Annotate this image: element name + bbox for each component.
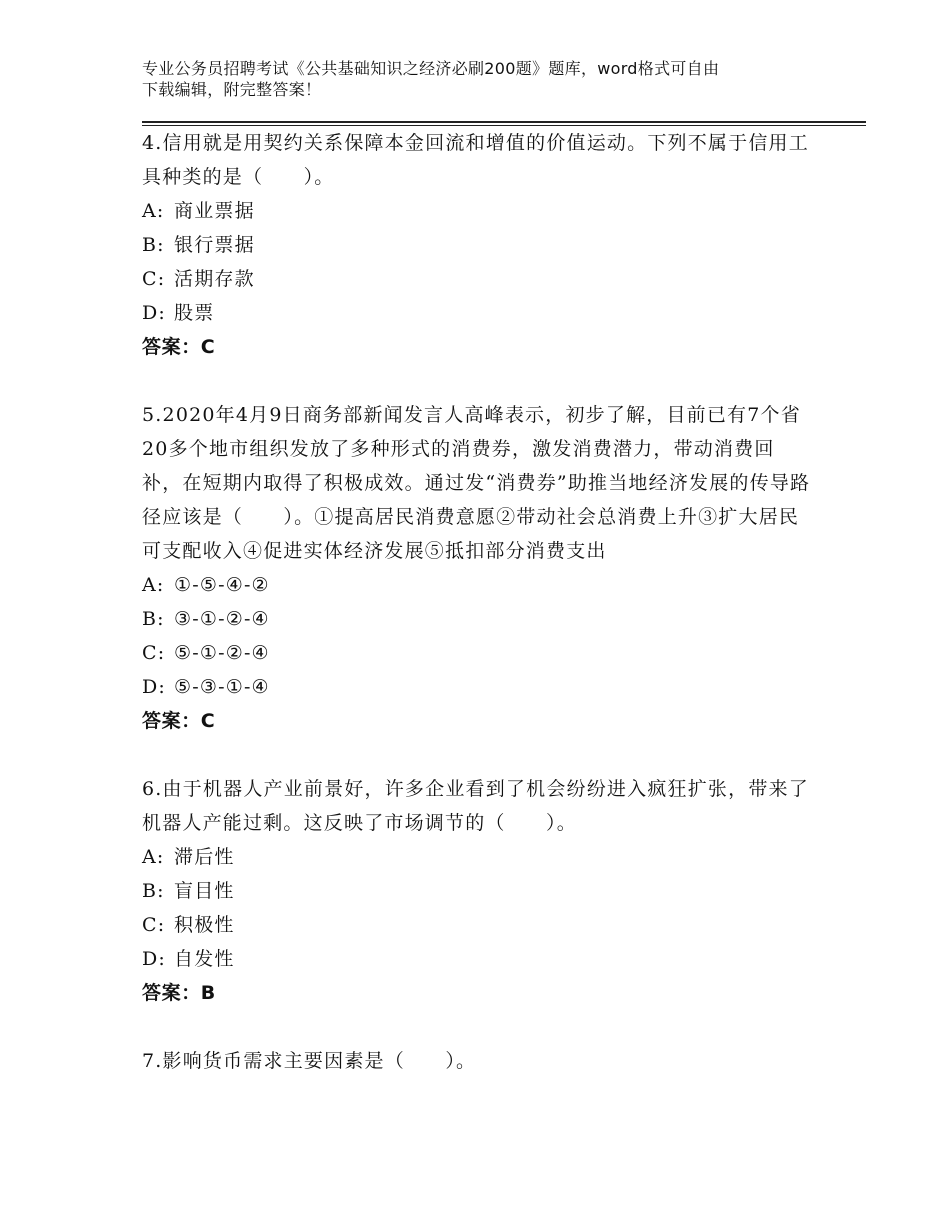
option-b xyxy=(142,602,812,636)
question-4 xyxy=(142,126,812,364)
option-text: 自发性 xyxy=(174,948,235,970)
document-header xyxy=(142,58,822,100)
spacer xyxy=(142,738,812,772)
option-text: ③-①-②-④ xyxy=(174,608,270,630)
option-text: 滞后性 xyxy=(174,846,235,868)
option-a xyxy=(142,840,812,874)
option-letter: B: xyxy=(142,234,165,256)
option-c xyxy=(142,908,812,942)
option-text: 活期存款 xyxy=(174,268,255,290)
answer-line: 答案：C xyxy=(142,710,216,732)
option-letter: D: xyxy=(142,948,167,970)
question-7 xyxy=(142,1044,812,1078)
option-letter: B: xyxy=(142,608,165,630)
answer-line: 答案：B xyxy=(142,982,216,1004)
option-letter: A: xyxy=(142,846,165,868)
option-d xyxy=(142,942,812,976)
option-letter: D: xyxy=(142,302,167,324)
option-a xyxy=(142,194,812,228)
option-letter: B: xyxy=(142,880,165,902)
question-stem: 6.由于机器人产业前景好，许多企业看到了机会纷纷进入疯狂扩张，带来了机器人产能过剩。这反映了市场调节的（ ）。 xyxy=(142,778,809,834)
option-text: ⑤-③-①-④ xyxy=(174,676,270,698)
option-b xyxy=(142,228,812,262)
spacer xyxy=(142,1010,812,1044)
option-d xyxy=(142,296,812,330)
option-letter: D: xyxy=(142,676,167,698)
option-letter: C: xyxy=(142,642,166,664)
option-text: 商业票据 xyxy=(174,200,255,222)
question-stem: 4.信用就是用契约关系保障本金回流和增值的价值运动。下列不属于信用工具种类的是（ ）。 xyxy=(142,132,809,188)
option-text: 银行票据 xyxy=(174,234,255,256)
answer-line: 答案：C xyxy=(142,336,216,358)
option-c xyxy=(142,262,812,296)
option-c xyxy=(142,636,812,670)
option-letter: C: xyxy=(142,914,166,936)
option-text: ⑤-①-②-④ xyxy=(174,642,270,664)
option-letter: C: xyxy=(142,268,166,290)
question-stem: 7.影响货币需求主要因素是（ ）。 xyxy=(142,1050,477,1072)
option-text: ①-⑤-④-② xyxy=(174,574,270,596)
option-text: 积极性 xyxy=(174,914,235,936)
spacer xyxy=(142,364,812,398)
question-stem: 5.2020年4月9日商务部新闻发言人高峰表示，初步了解，目前已有7个省20多个地市组织发放了多种形式的消费券，激发消费潜力，带动消费回补，在短期内取得了积极成效。通过发“消费券”助推当地经济发展的传导路径应该是（ ）。①提高居民消费意愿②带动社会总消费上升③扩大居民可支配收入④促进实体经济发展⑤抵扣部分消费支出 xyxy=(142,404,811,562)
option-d xyxy=(142,670,812,704)
header-line-1: 专业公务员招聘考试《公共基础知识之经济必刷200题》题库，word格式可自由 xyxy=(142,59,720,78)
option-letter: A: xyxy=(142,200,165,222)
question-list xyxy=(142,126,812,1078)
question-5 xyxy=(142,398,812,738)
question-6 xyxy=(142,772,812,1010)
option-b xyxy=(142,874,812,908)
option-text: 股票 xyxy=(174,302,215,324)
option-a xyxy=(142,568,812,602)
option-text: 盲目性 xyxy=(174,880,235,902)
option-letter: A: xyxy=(142,574,165,596)
header-line-2: 下载编辑，附完整答案！ xyxy=(142,80,322,99)
